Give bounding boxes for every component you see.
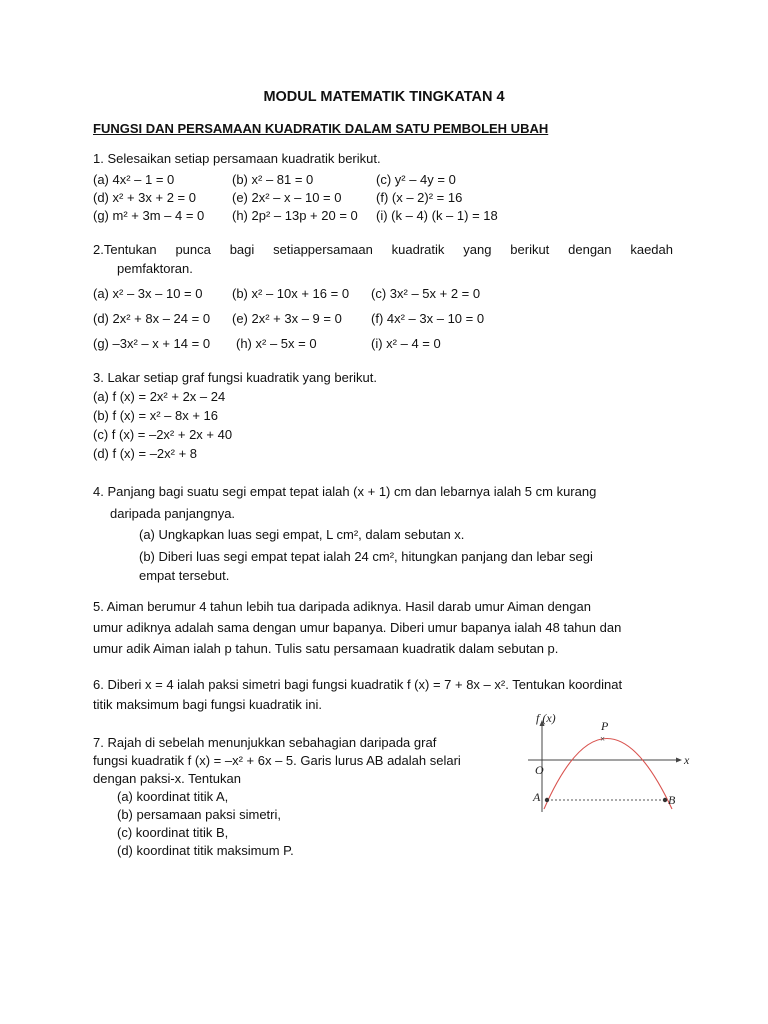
q2-item-e: (e) 2x² + 3x – 9 = 0	[232, 311, 342, 326]
q7-line3: dengan paksi-x. Tentukan	[93, 771, 241, 786]
origin-label: O	[535, 763, 544, 777]
q7-item-c: (c) koordinat titik B,	[117, 825, 229, 840]
q7-line2: fungsi kuadratik f (x) = –x² + 6x – 5. Garis lurus AB adalah selari	[93, 753, 461, 768]
q5-line2: umur adiknya adalah sama dengan umur bapanya. Diberi umur bapanya ialah 48 tahun dan	[93, 620, 622, 635]
page-title: MODUL MATEMATIK TINGKATAN 4	[263, 89, 505, 105]
q3-item-d: (d) f (x) = –2x² + 8	[93, 446, 198, 461]
y-axis-label: f (x)	[536, 711, 556, 725]
q7-item-d: (d) koordinat titik maksimum P.	[117, 843, 294, 858]
q2-prompt-line2: pemfaktoran.	[117, 261, 193, 276]
q4-part-b-line2: empat tersebut.	[139, 568, 230, 583]
point-a-label: A	[533, 790, 541, 804]
point-b-label: B	[668, 793, 676, 807]
q2-item-d: (d) 2x² + 8x – 24 = 0	[93, 311, 211, 326]
point-p-marker: ×	[600, 734, 606, 744]
q3-item-b: (b) f (x) = x² – 8x + 16	[93, 408, 218, 423]
q2-item-a: (a) x² – 3x – 10 = 0	[93, 286, 203, 301]
q1-item-a: (a) 4x² – 1 = 0	[93, 172, 175, 187]
point-b-dot	[663, 798, 667, 802]
q2-item-i: (i) x² – 4 = 0	[371, 336, 441, 351]
q1-item-i: (i) (k – 4) (k – 1) = 18	[376, 208, 498, 223]
q3-item-a: (a) f (x) = 2x² + 2x – 24	[93, 389, 226, 404]
q2-item-g: (g) –3x² – x + 14 = 0	[93, 336, 211, 351]
q1-item-f: (f) (x – 2)² = 16	[376, 190, 463, 205]
x-axis-arrow	[676, 758, 682, 763]
q1-item-d: (d) x² + 3x + 2 = 0	[93, 190, 196, 205]
point-p-label: P	[601, 719, 609, 733]
q7-parabola-graph	[526, 708, 698, 818]
q4-part-a: (a) Ungkapkan luas segi empat, L cm², dalam sebutan x.	[139, 527, 465, 542]
q2-item-b: (b) x² – 10x + 16 = 0	[232, 286, 350, 301]
q4-part-b-line1: (b) Diberi luas segi empat tepat ialah 24 cm², hitungkan panjang dan lebar segi	[139, 549, 593, 564]
q7-item-a: (a) koordinat titik A,	[117, 789, 229, 804]
q7-line1: 7. Rajah di sebelah menunjukkan sebahagian daripada graf	[93, 735, 437, 750]
q2-prompt-line1: 2.Tentukan punca bagi setiappersamaan kuadratik yang berikut dengan kaedah	[93, 242, 673, 257]
q3-item-c: (c) f (x) = –2x² + 2x + 40	[93, 427, 233, 442]
point-a-dot	[545, 798, 549, 802]
q6-line1: 6. Diberi x = 4 ialah paksi simetri bagi fungsi kuadratik f (x) = 7 + 8x – x². Tentukan koordinat	[93, 677, 623, 692]
section-subtitle: FUNGSI DAN PERSAMAAN KUADRATIK DALAM SATU PEMBOLEH UBAH	[93, 121, 549, 136]
parabola-curve	[544, 739, 672, 810]
q5-line3: umur adik Aiman ialah p tahun. Tulis satu persamaan kuadratik dalam sebutan p.	[93, 641, 559, 656]
q1-prompt: 1. Selesaikan setiap persamaan kuadratik berikut.	[93, 151, 381, 166]
q3-prompt: 3. Lakar setiap graf fungsi kuadratik yang berikut.	[93, 370, 377, 385]
q1-item-b: (b) x² – 81 = 0	[232, 172, 314, 187]
q5-line1: 5. Aiman berumur 4 tahun lebih tua daripada adiknya. Hasil darab umur Aiman dengan	[93, 599, 591, 614]
q6-line2: titik maksimum bagi fungsi kuadratik ini.	[93, 697, 323, 712]
q2-item-f: (f) 4x² – 3x – 10 = 0	[371, 311, 485, 326]
q1-item-h: (h) 2p² – 13p + 20 = 0	[232, 208, 358, 223]
q1-item-g: (g) m² + 3m – 4 = 0	[93, 208, 205, 223]
q1-item-c: (c) y² – 4y = 0	[376, 172, 456, 187]
q1-item-e: (e) 2x² – x – 10 = 0	[232, 190, 342, 205]
q4-line2: daripada panjangnya.	[110, 506, 236, 521]
q7-item-b: (b) persamaan paksi simetri,	[117, 807, 281, 822]
q2-item-c: (c) 3x² – 5x + 2 = 0	[371, 286, 481, 301]
q4-line1: 4. Panjang bagi suatu segi empat tepat ialah (x + 1) cm dan lebarnya ialah 5 cm kurang	[93, 484, 597, 499]
q2-item-h: (h) x² – 5x = 0	[236, 336, 317, 351]
x-axis-label: x	[684, 753, 690, 767]
